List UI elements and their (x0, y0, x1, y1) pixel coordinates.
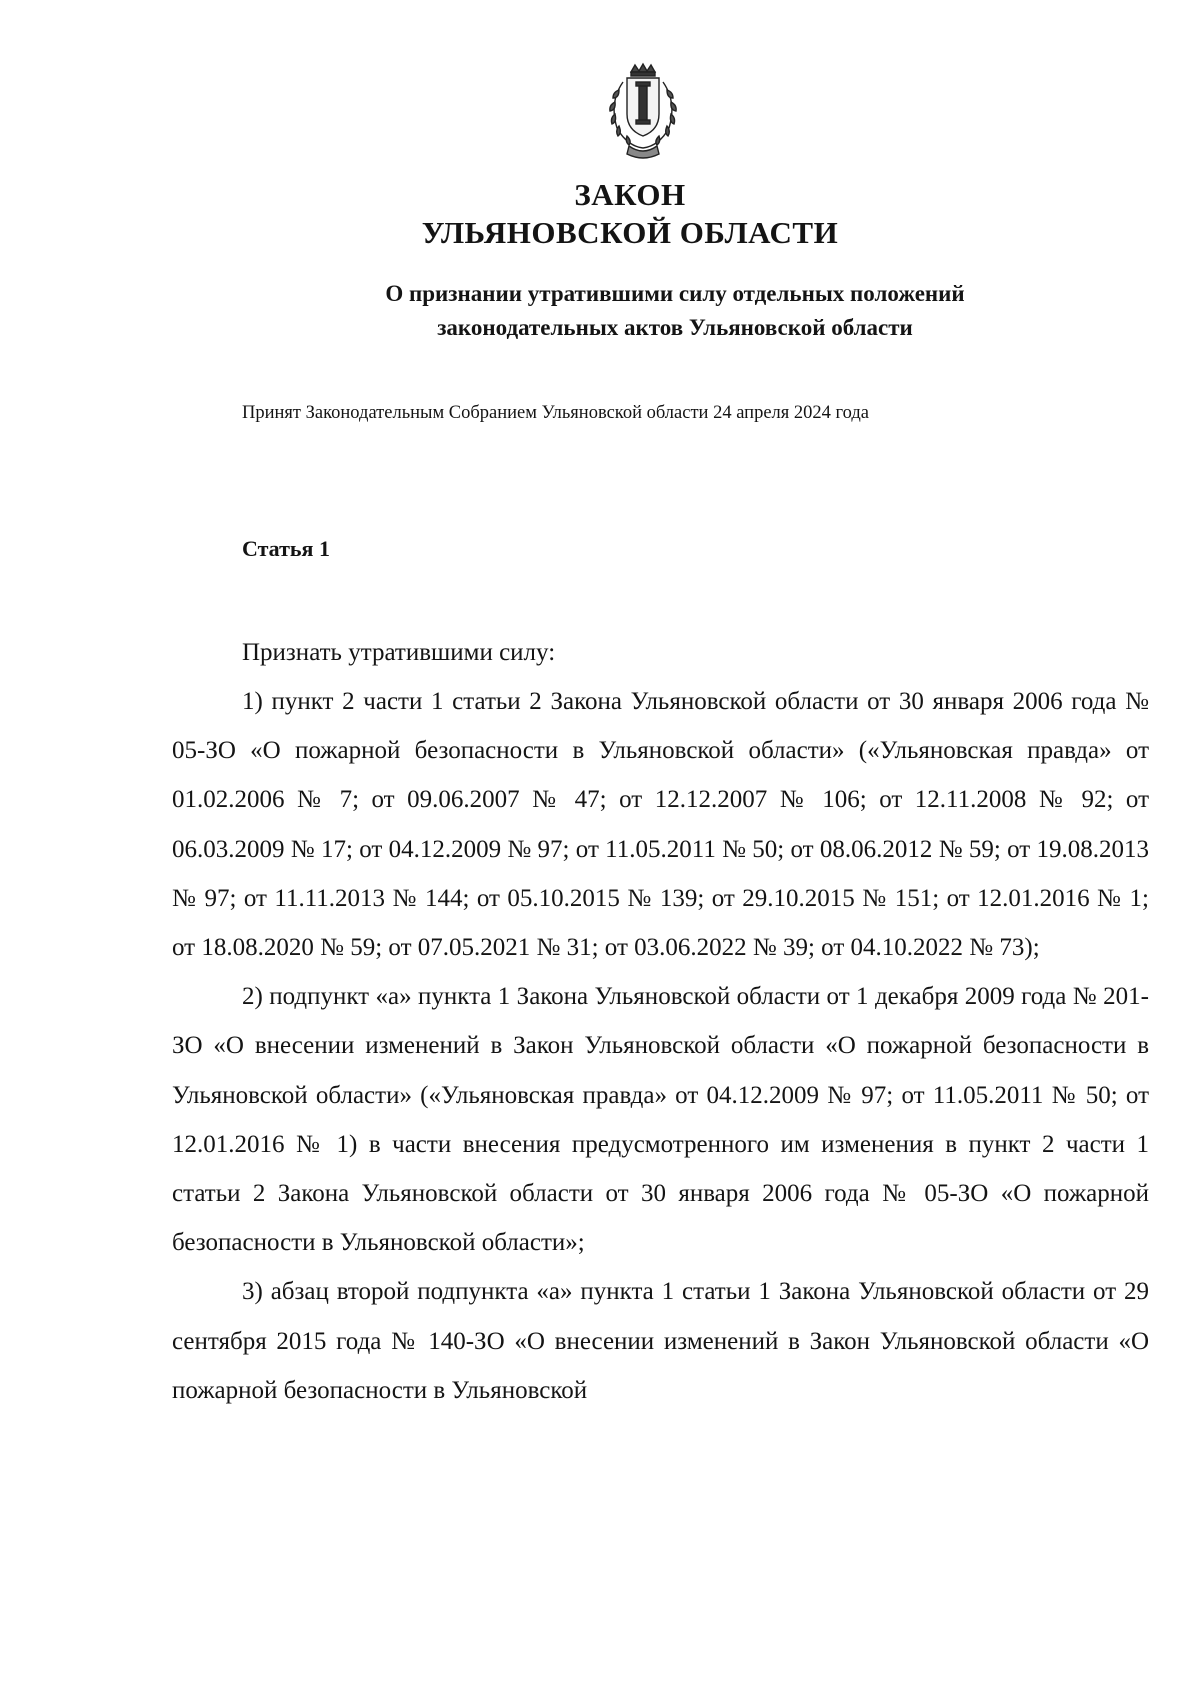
coat-of-arms-icon (593, 62, 693, 162)
article-heading: Статья 1 (242, 536, 330, 561)
article-item-2: 2) подпункт «а» пункта 1 Закона Ульяновской области от 1 декабря 2009 года № 201-ЗО «О внесении изменений в Закон Ульяновской области «О пожарной безопасности в Ульяновской области» («Ульяновская правда» от 04.12.2009 № 97; от 11.05.2011 № 50; от 12.01.2016 № 1) в части внесения предусмотренного им изменения в пункт 2 части 1 статьи 2 Закона Ульяновской области от 30 января 2006 года № 05-ЗО «О пожарной безопасности в Ульяновской области»; (172, 983, 1149, 1257)
article-intro (172, 628, 1149, 677)
article-item-1: 1) пункт 2 части 1 статьи 2 Закона Ульяновской области от 30 января 2006 года № 05-ЗО «О пожарной безопасности в Ульяновской области» («Ульяновская правда» от 01.02.2006 № 7; от 09.06.2007 № 47; от 12.12.2007 № 106; от 12.11.2008 № 92; от 06.03.2009 № 17; от 04.12.2009 № 97; от 11.05.2011 № 50; от 08.06.2012 № 59; от 19.08.2013 № 97; от 11.11.2013 № 144; от 05.10.2015 № 139; от 29.10.2015 № 151; от 12.01.2016 № 1; от 18.08.2020 № 59; от 07.05.2021 № 31; от 03.06.2022 № 39; от 04.10.2022 № 73); (172, 688, 1149, 962)
article-items (172, 677, 1149, 1415)
law-title (220, 277, 1130, 345)
region-heading: УЛЬЯНОВСКОЙ ОБЛАСТИ (421, 215, 839, 250)
article-item-3: 3) абзац второй подпункта «а» пункта 1 статьи 1 Закона Ульяновской области от 29 сентября 2015 года № 140-ЗО «О внесении изменений в Закон Ульяновской области «О пожарной безопасности в Ульяновской (172, 1278, 1149, 1404)
intro-paragraph: Признать утратившими силу: (242, 639, 556, 666)
law-title-line-2: законодательных актов Ульяновской области (437, 315, 913, 340)
law-title-line-1: О признании утратившими силу отдельных положений (385, 281, 965, 306)
document-type-heading: ЗАКОН (574, 177, 686, 212)
adoption-note: Принят Законодательным Собранием Ульяновской области 24 апреля 2024 года (242, 403, 869, 423)
